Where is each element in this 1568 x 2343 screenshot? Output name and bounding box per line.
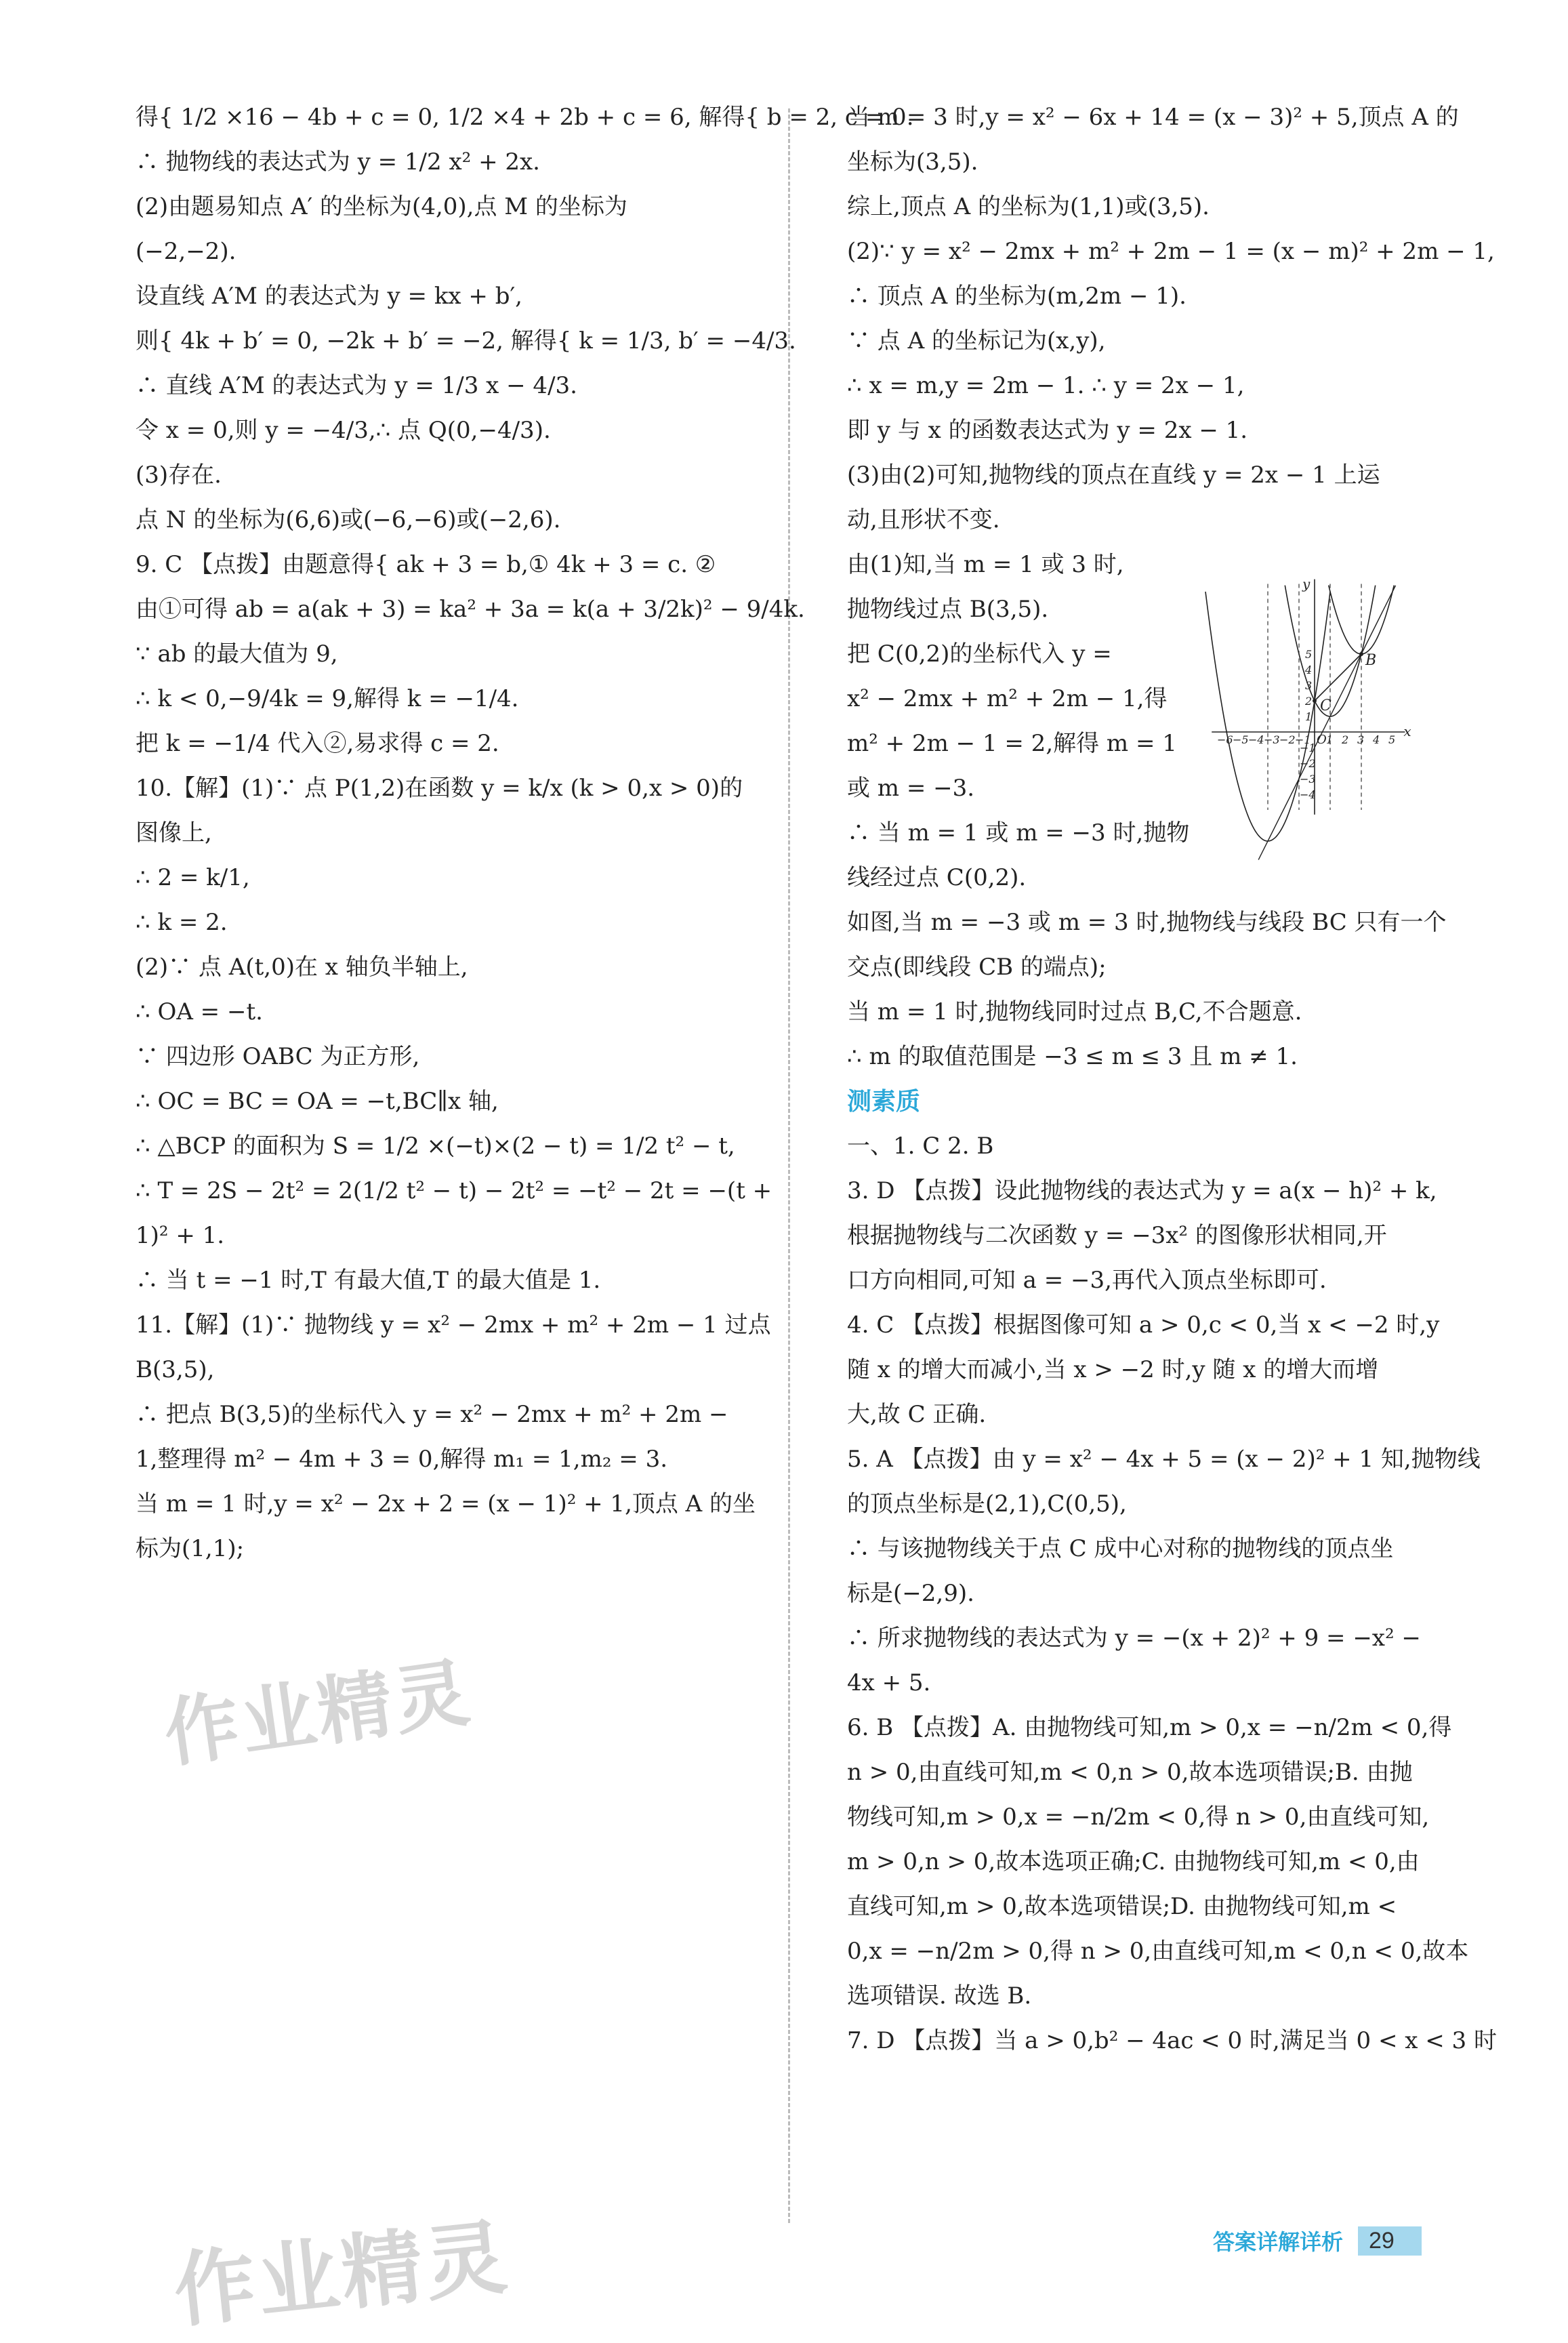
y-tick-label: 1 [1305, 710, 1313, 723]
right-line: ∴ 当 m = 1 或 m = −3 时,抛物 [847, 819, 1190, 847]
left-line: ∴ 直线 A′M 的表达式为 y = 1/3 x − 4/3. [136, 372, 577, 399]
right-line: 随 x 的增大而减小,当 x > −2 时,y 随 x 的增大而增 [847, 1356, 1379, 1383]
right-line: m > 0,n > 0,故本选项正确;C. 由抛物线可知,m < 0,由 [847, 1848, 1420, 1875]
parabola-graph [1182, 566, 1467, 891]
y-tick-label: −1 [1300, 741, 1316, 754]
left-line: ∴ k = 2. [136, 909, 228, 936]
left-line: ∴ T = 2S − 2t² = 2(1/2 t² − t) − 2t² = −t² − 2t = −(t + [136, 1177, 772, 1204]
x-tick-label: 1 [1326, 733, 1334, 746]
footer-label: 答案详解详析 [1213, 2230, 1344, 2254]
point-c-dot [1313, 699, 1317, 703]
page-footer [1213, 2223, 1422, 2258]
x-tick-label: 5 [1388, 733, 1396, 746]
right-line: m² + 2m − 1 = 2,解得 m = 1 [847, 730, 1177, 757]
right-column [847, 95, 1497, 2063]
left-line: 1)² + 1. [136, 1222, 225, 1249]
right-line: 当 m = 1 时,抛物线同时过点 B,C,不合题意. [847, 998, 1302, 1025]
right-line: 直线可知,m > 0,故本选项错误;D. 由抛物线可知,m < [847, 1893, 1397, 1920]
left-line: 则{ 4k + b′ = 0, −2k + b′ = −2, 解得{ k = 1/3, b′ = −4/3. [136, 327, 796, 354]
y-tick-label: 4 [1305, 664, 1313, 676]
right-line: ∴ 顶点 A 的坐标为(m,2m − 1). [847, 283, 1187, 310]
left-line: 设直线 A′M 的表达式为 y = kx + b′, [136, 283, 522, 310]
left-line: ∴ 抛物线的表达式为 y = 1/2 x² + 2x. [136, 148, 540, 176]
left-line: 由①可得 ab = a(ak + 3) = ka² + 3a = k(a + 3/2k)² − 9/4k. [136, 596, 805, 623]
left-line: 把 k = −1/4 代入②,易求得 c = 2. [136, 730, 499, 757]
right-line: ∴ m 的取值范围是 −3 ≤ m ≤ 3 且 m ≠ 1. [847, 1043, 1298, 1070]
right-line: ∴ 与该抛物线关于点 C 成中心对称的抛物线的顶点坐 [847, 1535, 1394, 1562]
x-tick-label: −4 [1248, 733, 1264, 746]
right-line: (2)∵ y = x² − 2mx + m² + 2m − 1 = (x − m)² + 2m − 1, [847, 238, 1495, 265]
right-line: 由(1)知,当 m = 1 或 3 时, [847, 551, 1124, 578]
right-line: 坐标为(3,5). [847, 148, 978, 176]
right-line: (3)由(2)可知,抛物线的顶点在直线 y = 2x − 1 上运 [847, 462, 1380, 489]
y-tick-label: −3 [1300, 773, 1316, 786]
right-line: 大,故 C 正确. [847, 1401, 987, 1428]
left-line: 令 x = 0,则 y = −4/3,∴ 点 Q(0,−4/3). [136, 417, 551, 444]
left-line: 图像上, [136, 819, 212, 847]
right-line: 抛物线过点 B(3,5). [847, 596, 1049, 623]
right-line: 6. B 【点拨】A. 由抛物线可知,m > 0,x = −n/2m < 0,得 [847, 1714, 1452, 1741]
right-line: 线经过点 C(0,2). [847, 864, 1027, 891]
left-line: 当 m = 1 时,y = x² − 2x + 2 = (x − 1)² + 1,顶点 A 的坐 [136, 1490, 756, 1517]
left-line: 10.【解】(1)∵ 点 P(1,2)在函数 y = k/x (k > 0,x > 0)的 [136, 775, 743, 802]
left-line: ∴ OA = −t. [136, 998, 263, 1025]
watermark-middle: 作业精灵 [159, 1648, 477, 1778]
right-line: 综上,顶点 A 的坐标为(1,1)或(3,5). [847, 193, 1210, 220]
x-tick-label: −2 [1279, 733, 1296, 746]
right-line: 物线可知,m > 0,x = −n/2m < 0,得 n > 0,由直线可知, [847, 1804, 1430, 1831]
watermark-bottom: 作业精灵 [169, 2210, 514, 2340]
left-line: ∴ k < 0,−9/4k = 9,解得 k = −1/4. [136, 685, 519, 712]
origin-label: O [1317, 733, 1327, 747]
column-divider [788, 108, 790, 2223]
left-line: ∴ OC = BC = OA = −t,BC∥x 轴, [136, 1088, 499, 1115]
left-line: (2)∵ 点 A(t,0)在 x 轴负半轴上, [136, 954, 468, 981]
x-tick-label: −3 [1264, 733, 1280, 746]
right-line: ∴ x = m,y = 2m − 1. ∴ y = 2x − 1, [847, 372, 1245, 399]
right-line: ∵ 点 A 的坐标记为(x,y), [847, 327, 1106, 354]
right-line: 动,且形状不变. [847, 506, 1000, 533]
y-tick-label: 3 [1305, 679, 1313, 692]
left-line: ∵ 四边形 OABC 为正方形, [136, 1043, 420, 1070]
x-axis-label: x [1403, 723, 1411, 739]
left-line: 标为(1,1); [136, 1535, 245, 1562]
left-line: B(3,5), [136, 1356, 215, 1383]
right-line: 0,x = −n/2m > 0,得 n > 0,由直线可知,m < 0,n < 0,故本 [847, 1938, 1469, 1965]
right-line: 的顶点坐标是(2,1),C(0,5), [847, 1490, 1127, 1517]
left-line: 9. C 【点拨】由题意得{ ak + 3 = b,① 4k + 3 = c. ② [136, 551, 716, 578]
right-line: 7. D 【点拨】当 a > 0,b² − 4ac < 0 时,满足当 0 < x < 3 时 [847, 2027, 1497, 2054]
left-line: (2)由题易知点 A′ 的坐标为(4,0),点 M 的坐标为 [136, 193, 627, 220]
x-tick-label: 3 [1357, 733, 1365, 746]
point-c-label: C [1320, 697, 1332, 714]
right-line: 当 m = 3 时,y = x² − 6x + 14 = (x − 3)² + 5,顶点 A 的 [847, 104, 1459, 131]
x-tick-label: −6 [1217, 733, 1233, 746]
right-line: 即 y 与 x 的函数表达式为 y = 2x − 1. [847, 417, 1248, 444]
point-b-dot [1359, 652, 1363, 656]
right-line: 根据抛物线与二次函数 y = −3x² 的图像形状相同,开 [847, 1222, 1387, 1249]
y-tick-label: −4 [1300, 788, 1316, 801]
right-line: 或 m = −3. [847, 775, 975, 802]
right-line: 把 C(0,2)的坐标代入 y = [847, 640, 1112, 668]
vertex-line [1258, 586, 1395, 860]
x-tick-label: 2 [1342, 733, 1349, 746]
right-line: 选项错误. 故选 B. [847, 1982, 1032, 2010]
right-line: 如图,当 m = −3 或 m = 3 时,抛物线与线段 BC 只有一个 [847, 909, 1447, 936]
right-line: 口方向相同,可知 a = −3,再代入顶点坐标即可. [847, 1267, 1327, 1294]
section-heading: 测素质 [847, 1087, 921, 1115]
right-line: 5. A 【点拨】由 y = x² − 4x + 5 = (x − 2)² + 1 知,抛物线 [847, 1446, 1481, 1473]
x-tick-label: −5 [1233, 733, 1249, 746]
y-tick-label: −2 [1300, 757, 1316, 770]
left-line: ∴ △BCP 的面积为 S = 1/2 ×(−t)×(2 − t) = 1/2 t² − t, [136, 1133, 735, 1160]
y-tick-label: 2 [1305, 695, 1313, 708]
page-number: 29 [1358, 2226, 1422, 2256]
right-line: 3. D 【点拨】设此抛物线的表达式为 y = a(x − h)² + k, [847, 1177, 1437, 1204]
right-line: 标是(−2,9). [847, 1580, 974, 1607]
x-tick-label: 4 [1373, 733, 1380, 746]
right-line: 4x + 5. [847, 1669, 931, 1696]
point-b-label: B [1365, 652, 1377, 669]
left-line: 得{ 1/2 ×16 − 4b + c = 0, 1/2 ×4 + 2b + c = 6, 解得{ b = 2, c = 0. [136, 104, 914, 131]
right-line: ∴ 所求抛物线的表达式为 y = −(x + 2)² + 9 = −x² − [847, 1625, 1421, 1652]
left-line: ∴ 当 t = −1 时,T 有最大值,T 的最大值是 1. [136, 1267, 601, 1294]
right-line: x² − 2mx + m² + 2m − 1,得 [847, 685, 1168, 712]
right-line: 4. C 【点拨】根据图像可知 a > 0,c < 0,当 x < −2 时,y [847, 1311, 1440, 1339]
left-line: 1,整理得 m² − 4m + 3 = 0,解得 m₁ = 1,m₂ = 3. [136, 1446, 668, 1473]
left-line: ∵ ab 的最大值为 9, [136, 640, 338, 668]
left-line: ∴ 把点 B(3,5)的坐标代入 y = x² − 2mx + m² + 2m − [136, 1401, 728, 1428]
x-tick-label: −1 [1295, 733, 1311, 746]
y-axis-label: y [1302, 575, 1311, 592]
left-line: (3)存在. [136, 462, 222, 489]
left-line: 11.【解】(1)∵ 抛物线 y = x² − 2mx + m² + 2m − 1 过点 [136, 1311, 771, 1339]
y-tick-label: 5 [1305, 648, 1313, 661]
left-line: 点 N 的坐标为(6,6)或(−6,−6)或(−2,6). [136, 506, 561, 533]
left-line: ∴ 2 = k/1, [136, 864, 250, 891]
right-line: n > 0,由直线可知,m < 0,n > 0,故本选项错误;B. 由抛 [847, 1759, 1413, 1786]
right-line: 一、1. C 2. B [847, 1133, 994, 1160]
right-line: 交点(即线段 CB 的端点); [847, 954, 1107, 981]
left-line: (−2,−2). [136, 238, 236, 265]
